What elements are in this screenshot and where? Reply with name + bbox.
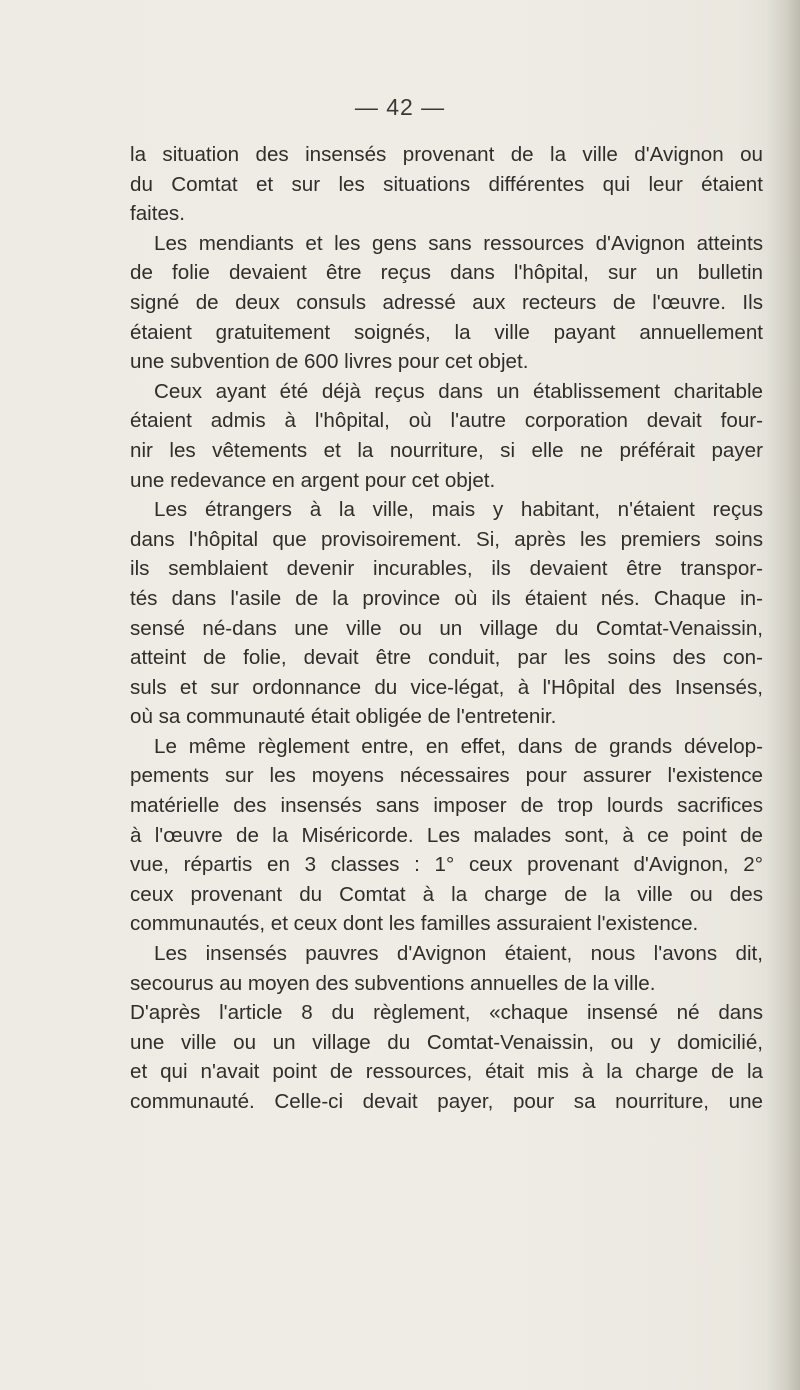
text-line: communauté. Celle-ci devait payer, pour sa nourriture, une xyxy=(130,1090,763,1113)
text-line: ils semblaient devenir incurables, ils devaient être transpor- xyxy=(130,557,763,581)
text-line: du Comtat et sur les situations différentes qui leur étaient xyxy=(130,172,763,196)
text-line: tés dans l'asile de la province où ils étaient nés. Chaque in- xyxy=(130,586,763,610)
text-line: à l'œuvre de la Miséricorde. Les malades sont, à ce point de xyxy=(130,823,763,847)
text-line: une redevance en argent pour cet objet. xyxy=(130,468,496,492)
text-line: dans l'hôpital que provisoirement. Si, après les premiers soins xyxy=(130,527,763,551)
text-line: Ceux ayant été déjà reçus dans un établissement charitable xyxy=(154,379,763,403)
text-line: nir les vêtements et la nourriture, si elle ne préférait payer xyxy=(130,438,763,462)
page-edge-shadow xyxy=(766,0,800,1390)
text-line: sensé né-dans une ville ou un village du Comtat-Venaissin, xyxy=(130,616,763,640)
text-line: une subvention de 600 livres pour cet objet. xyxy=(130,350,529,374)
text-line: suls et sur ordonnance du vice-légat, à l'Hôpital des Insensés, xyxy=(130,675,763,699)
text-line: Les étrangers à la ville, mais y habitant, n'étaient reçus xyxy=(154,498,763,522)
text-line: atteint de folie, devait être conduit, par les soins des con- xyxy=(130,646,763,670)
text-line: pements sur les moyens nécessaires pour assurer l'existence xyxy=(130,764,763,788)
text-line: Les mendiants et les gens sans ressources d'Avignon atteints xyxy=(154,231,763,255)
text-line: faites. xyxy=(130,202,185,226)
text-line: où sa communauté était obligée de l'entretenir. xyxy=(130,705,557,729)
text-line: étaient admis à l'hôpital, où l'autre corporation devait four- xyxy=(130,409,763,433)
text-line: et qui n'avait point de ressources, était mis à la charge de la xyxy=(130,1060,763,1084)
text-line: Le même règlement entre, en effet, dans de grands dévelop- xyxy=(154,734,763,758)
text-line: D'après l'article 8 du règlement, «chaque insensé né dans xyxy=(130,1001,763,1025)
text-line: vue, répartis en 3 classes : 1° ceux provenant d'Avignon, 2° xyxy=(130,853,763,877)
text-line: matérielle des insensés sans imposer de trop lourds sacrifices xyxy=(130,794,763,818)
text-line: étaient gratuitement soignés, la ville payant annuellement xyxy=(130,320,763,344)
text-line: secourus au moyen des subventions annuelles de la ville. xyxy=(130,971,656,995)
text-line: la situation des insensés provenant de la ville d'Avignon ou xyxy=(130,143,763,166)
text-line: communautés, et ceux dont les familles assuraient l'existence. xyxy=(130,912,699,936)
text-line: de folie devaient être reçus dans l'hôpital, sur un bulletin xyxy=(130,261,763,285)
text-line: une ville ou un village du Comtat-Venaissin, ou y domicilié, xyxy=(130,1030,763,1054)
text-line: signé de deux consuls adressé aux recteurs de l'œuvre. Ils xyxy=(130,290,763,314)
text-line: ceux provenant du Comtat à la charge de la ville ou des xyxy=(130,882,763,906)
body-text xyxy=(130,140,763,1117)
page-number: — 42 — xyxy=(354,94,446,120)
text-line: Les insensés pauvres d'Avignon étaient, nous l'avons dit, xyxy=(154,942,763,966)
